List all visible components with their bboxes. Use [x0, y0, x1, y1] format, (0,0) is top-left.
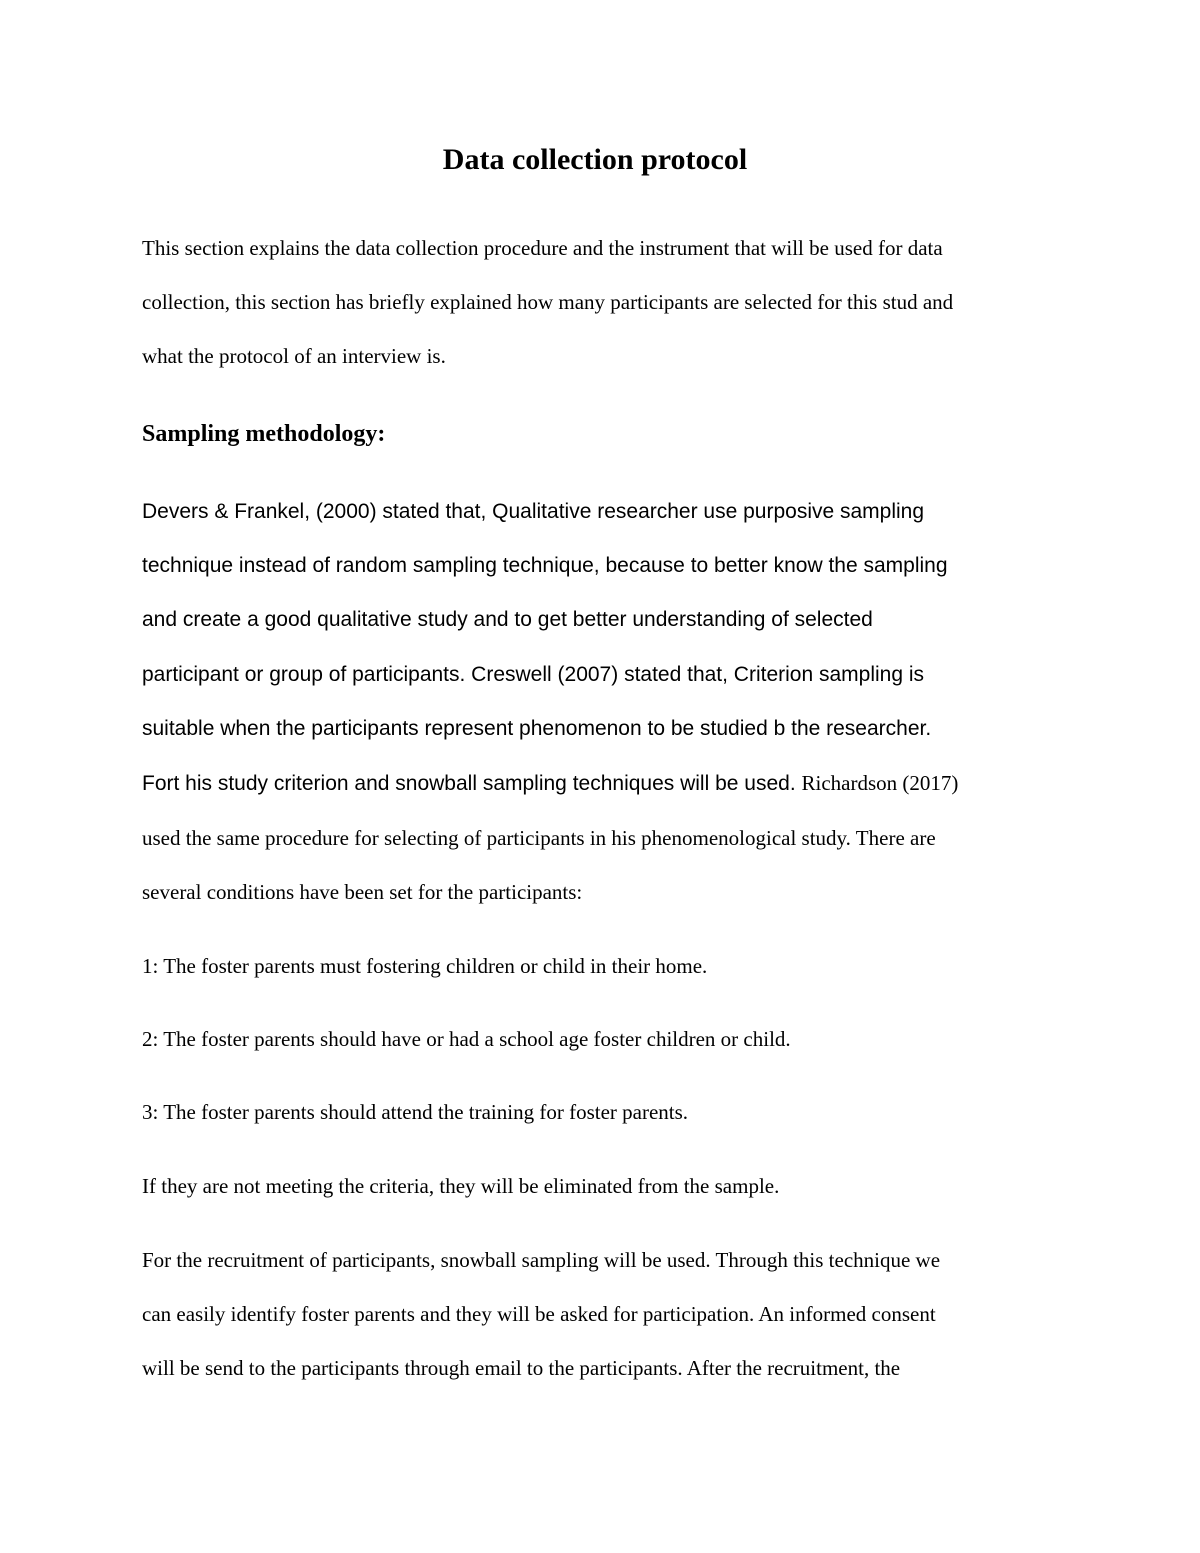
- page-title: Data collection protocol: [442, 143, 748, 176]
- sampling-line: and create a good qualitative study and to get better understanding of selected: [142, 608, 873, 632]
- intro-paragraph: [142, 221, 1072, 384]
- elimination-note: If they are not meeting the criteria, they will be eliminated from the sample.: [142, 1174, 780, 1198]
- intro-line: This section explains the data collection procedure and the instrument that will be used for data: [142, 236, 943, 260]
- recruitment-line: For the recruitment of participants, snowball sampling will be used. Through this technique we: [142, 1248, 941, 1272]
- sampling-line: suitable when the participants represent phenomenon to be studied b the researcher.: [142, 716, 932, 740]
- mixed-line-sans-part: Fort his study criterion and snowball sampling techniques will be used.: [142, 772, 802, 796]
- sampling-line: several conditions have been set for the participants:: [142, 880, 583, 905]
- recruitment-paragraph: [142, 1233, 1072, 1396]
- recruitment-line: will be send to the participants through email to the participants. After the recruitment, the: [142, 1356, 901, 1381]
- sampling-line: Devers & Frankel, (2000) stated that, Qualitative researcher use purposive sampling: [142, 500, 925, 523]
- condition-item-3: 3: The foster parents should attend the training for foster parents.: [142, 1100, 689, 1124]
- sampling-line: used the same procedure for selecting of participants in his phenomenological study. There are: [142, 826, 936, 851]
- mixed-line-serif-part: Richardson (2017): [801, 771, 959, 796]
- condition-item-1: 1: The foster parents must fostering children or child in their home.: [142, 954, 708, 978]
- section-heading-sampling: Sampling methodology:: [142, 421, 386, 447]
- condition-item-2: 2: The foster parents should have or had a school age foster children or child.: [142, 1027, 791, 1051]
- sampling-line: participant or group of participants. Creswell (2007) stated that, Criterion sampling is: [142, 662, 925, 686]
- intro-line: collection, this section has briefly explained how many participants are selected for this stud and: [142, 290, 954, 315]
- intro-line: what the protocol of an interview is.: [142, 344, 446, 369]
- recruitment-line: can easily identify foster parents and they will be asked for participation. An informed consent: [142, 1302, 936, 1327]
- sampling-paragraph: [142, 485, 1072, 920]
- sampling-mixed-line: [142, 756, 1072, 811]
- sampling-line: technique instead of random sampling technique, because to better know the sampling: [142, 554, 948, 578]
